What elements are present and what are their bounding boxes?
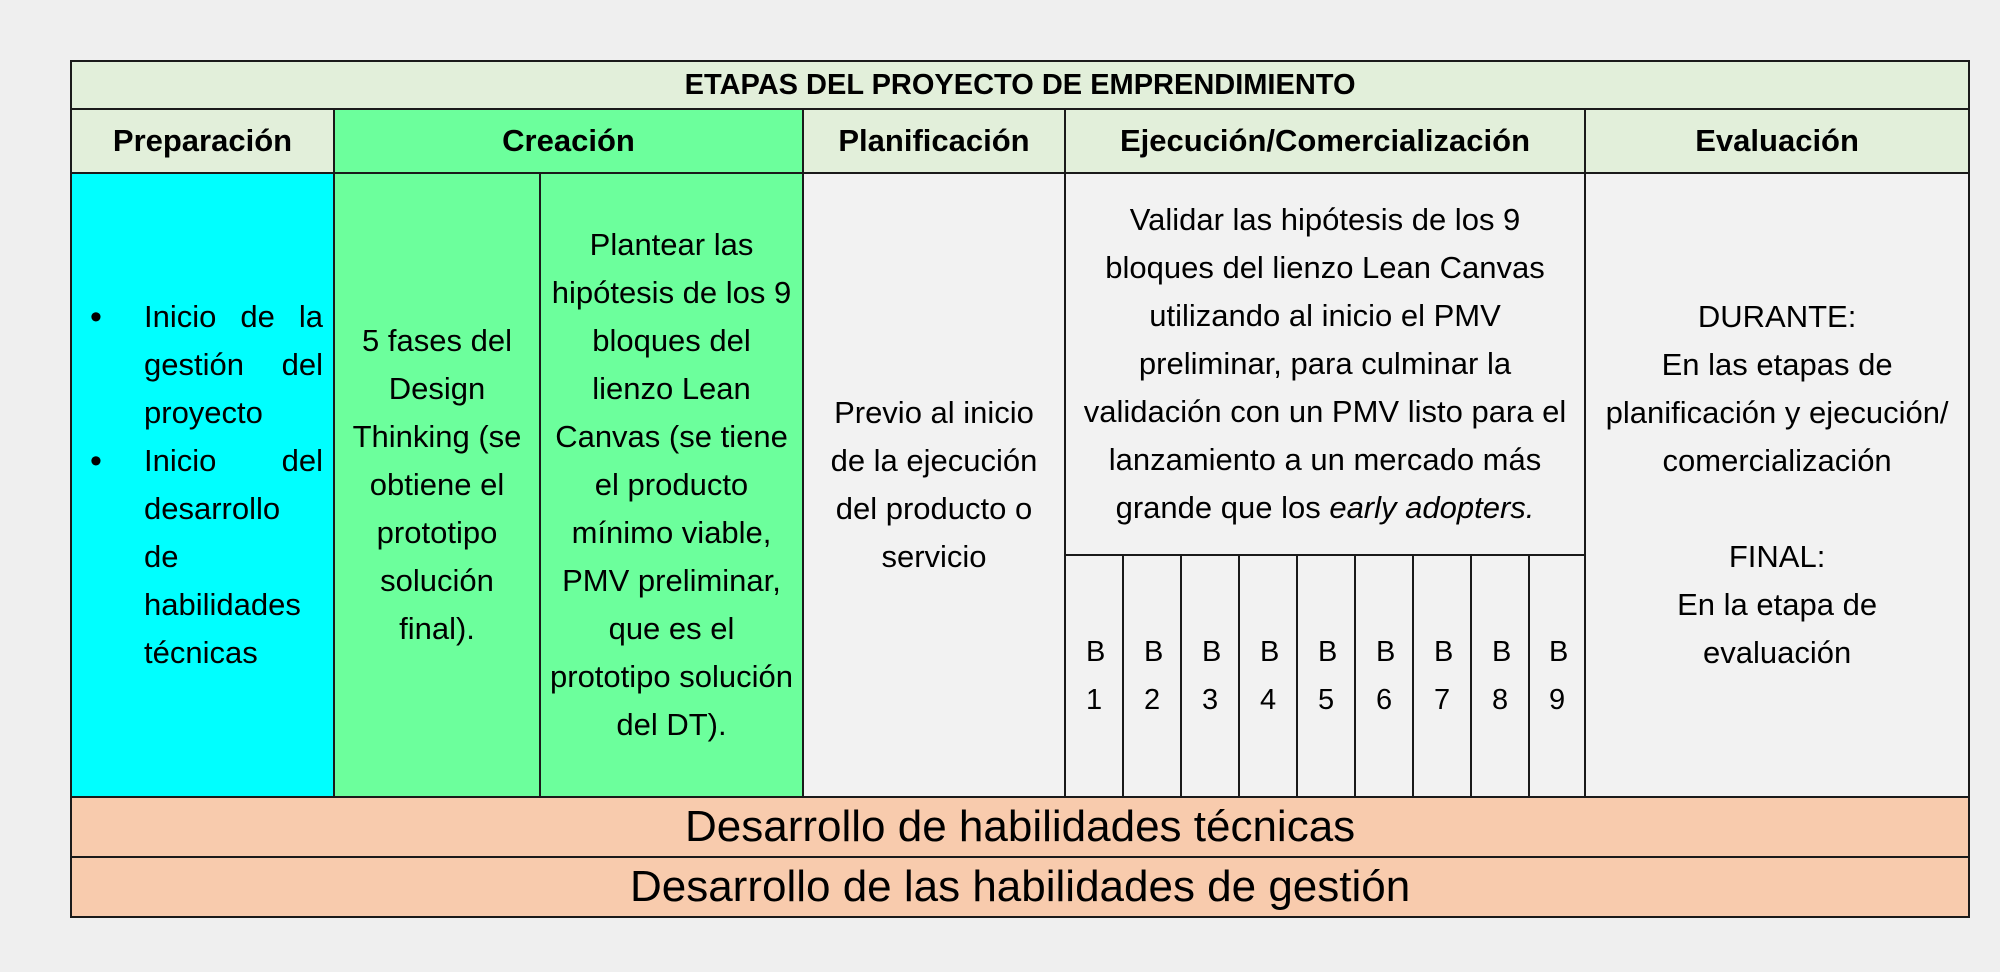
creacion-dt-text: 5 fases del Design Thinking (se obtiene el prototipo solución final). — [352, 323, 522, 646]
header-planificacion: Planificación — [803, 109, 1065, 173]
block-b5 — [1297, 555, 1355, 797]
block-label: B7 — [1433, 636, 1454, 716]
block-label: B1 — [1085, 636, 1106, 716]
creacion-canvas-cell — [540, 173, 803, 797]
block-b9 — [1529, 555, 1585, 797]
block-b3 — [1181, 555, 1239, 797]
ejecucion-text: Validar las hipótesis de los 9 bloques del lienzo Lean Canvas utilizando al inicio el PMV preliminar, para culminar la validación con un PMV listo para el lanzamiento a un mercado más grande que los — [1083, 202, 1567, 525]
block-label: B4 — [1259, 636, 1280, 716]
stages-table — [70, 60, 1970, 918]
list-item: • Inicio del desarrollo de habilidades técnicas — [90, 437, 323, 677]
evaluacion-durante-label: DURANTE: — [1697, 299, 1857, 334]
block-b8 — [1471, 555, 1529, 797]
row-habilidades-tecnicas: Desarrollo de habilidades técnicas — [71, 797, 1969, 857]
block-label: B6 — [1375, 636, 1396, 716]
list-item: • Inicio de la gestión del proyecto — [90, 293, 323, 437]
table-title: ETAPAS DEL PROYECTO DE EMPRENDIMIENTO — [71, 61, 1969, 109]
row-habilidades-gestion: Desarrollo de las habilidades de gestión — [71, 857, 1969, 917]
evaluacion-cell — [1585, 173, 1969, 797]
header-evaluacion: Evaluación — [1585, 109, 1969, 173]
header-preparacion: Preparación — [71, 109, 334, 173]
block-label: B5 — [1317, 636, 1338, 716]
block-b6 — [1355, 555, 1413, 797]
ejecucion-cell — [1065, 173, 1585, 555]
creacion-canvas-text: Plantear las hipótesis de los 9 bloques del lienzo Lean Canvas (se tiene el producto mínimo viable, PMV preliminar, que es el prototipo solución del DT). — [550, 227, 793, 742]
planificacion-cell — [803, 173, 1065, 797]
block-label: B2 — [1143, 636, 1164, 716]
evaluacion-final-text: En la etapa de evaluación — [1677, 587, 1878, 670]
header-ejecucion: Ejecución/Comercialización — [1065, 109, 1585, 173]
block-label: B9 — [1548, 636, 1569, 716]
preparacion-cell — [71, 173, 334, 797]
block-b1 — [1065, 555, 1123, 797]
planificacion-text: Previo al inicio de la ejecución del producto o servicio — [830, 395, 1038, 574]
ejecucion-italic: early adopters. — [1329, 490, 1535, 525]
evaluacion-final-label: FINAL: — [1728, 539, 1826, 574]
block-b4 — [1239, 555, 1297, 797]
block-b7 — [1413, 555, 1471, 797]
block-label: B3 — [1201, 636, 1222, 716]
header-creacion: Creación — [334, 109, 803, 173]
evaluacion-durante-text: En las etapas de planificación y ejecución/ comercialización — [1605, 347, 1949, 478]
preparacion-list — [72, 293, 333, 677]
block-label: B8 — [1491, 636, 1512, 716]
block-b2 — [1123, 555, 1181, 797]
creacion-dt-cell — [334, 173, 540, 797]
